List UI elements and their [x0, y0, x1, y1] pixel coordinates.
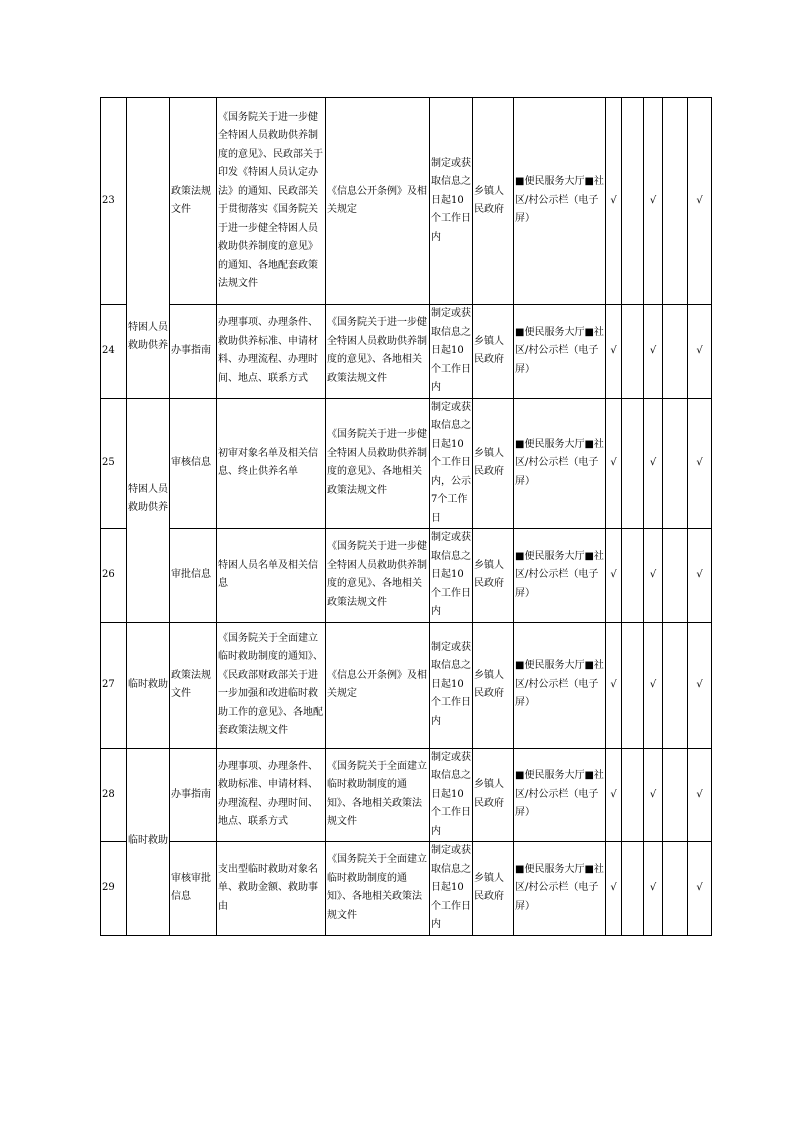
table-row	[101, 98, 712, 305]
item-cell: 政策法规文件	[170, 98, 217, 305]
category-cell: 临时救助	[127, 622, 170, 748]
channel-cell: ■便民服务大厅■社区/村公示栏（电子屏）	[514, 842, 606, 936]
content-cell: 《国务院关于进一步健全特困人员救助供养制度的意见》、民政部关于印发《特困人员认定办法》的通知、民政部关于贯彻落实《国务院关于进一步健全特困人员救助供养制度的意见》的通知、各地配套政策法规文件	[217, 98, 326, 305]
item-cell: 政策法规文件	[170, 622, 217, 748]
basis-cell: 《国务院关于全面建立临时救助制度的通知》、各地相关政策法规文件	[326, 748, 430, 842]
table-row	[101, 842, 712, 936]
check-cell: √	[688, 622, 712, 748]
disclosure-table	[100, 97, 712, 936]
row-number: 24	[101, 305, 127, 399]
check-cell: √	[606, 748, 622, 842]
check-cell: √	[688, 748, 712, 842]
item-cell: 审核信息	[170, 398, 217, 529]
category-cell: 特困人员救助供养	[127, 98, 170, 399]
check-cell	[622, 842, 644, 936]
row-number: 27	[101, 622, 127, 748]
basis-cell: 《信息公开条例》及相关规定	[326, 622, 430, 748]
check-cell: √	[606, 622, 622, 748]
check-cell: √	[644, 398, 663, 529]
table-row	[101, 398, 712, 529]
subject-cell: 乡镇人民政府	[473, 398, 514, 529]
basis-cell: 《国务院关于进一步健全特困人员救助供养制度的意见》、各地相关政策法规文件	[326, 398, 430, 529]
content-cell: 特困人员名单及相关信息	[217, 529, 326, 623]
row-number: 28	[101, 748, 127, 842]
table-row	[101, 529, 712, 623]
category-cell: 特困人员救助供养	[127, 398, 170, 622]
item-cell: 审批信息	[170, 529, 217, 623]
check-cell	[663, 529, 688, 623]
time-limit-cell: 制定或获取信息之日起10个工作日内	[430, 529, 473, 623]
channel-cell: ■便民服务大厅■社区/村公示栏（电子屏）	[514, 305, 606, 399]
row-number: 26	[101, 529, 127, 623]
item-cell: 审核审批信息	[170, 842, 217, 936]
content-cell: 支出型临时救助对象名单、救助金额、救助事由	[217, 842, 326, 936]
subject-cell: 乡镇人民政府	[473, 305, 514, 399]
content-cell: 办理事项、办理条件、救助标准、申请材料、办理流程、办理时间、地点、联系方式	[217, 748, 326, 842]
time-limit-cell: 制定或获取信息之日起10个工作日内	[430, 305, 473, 399]
row-number: 23	[101, 98, 127, 305]
basis-cell: 《信息公开条例》及相关规定	[326, 98, 430, 305]
check-cell: √	[644, 748, 663, 842]
check-cell	[622, 622, 644, 748]
basis-cell: 《国务院关于全面建立临时救助制度的通知》、各地相关政策法规文件	[326, 842, 430, 936]
subject-cell: 乡镇人民政府	[473, 98, 514, 305]
content-cell: 办理事项、办理条件、救助供养标准、申请材料、办理流程、办理时间、地点、联系方式	[217, 305, 326, 399]
row-number: 29	[101, 842, 127, 936]
time-limit-cell: 制定或获取信息之日起10个工作日内	[430, 748, 473, 842]
time-limit-cell: 制定或获取信息之日起10个工作日内	[430, 842, 473, 936]
time-limit-cell: 制定或获取信息之日起10个工作日内，公示7个工作日	[430, 398, 473, 529]
basis-cell: 《国务院关于进一步健全特困人员救助供养制度的意见》、各地相关政策法规文件	[326, 529, 430, 623]
check-cell	[663, 748, 688, 842]
check-cell	[622, 398, 644, 529]
content-cell: 《国务院关于全面建立临时救助制度的通知》、《民政部财政部关于进一步加强和改进临时救助工作的意见》、各地配套政策法规文件	[217, 622, 326, 748]
check-cell: √	[688, 305, 712, 399]
check-cell	[622, 305, 644, 399]
channel-cell: ■便民服务大厅■社区/村公示栏（电子屏）	[514, 398, 606, 529]
item-cell: 办事指南	[170, 748, 217, 842]
table-row	[101, 748, 712, 842]
check-cell: √	[606, 398, 622, 529]
check-cell: √	[688, 98, 712, 305]
subject-cell: 乡镇人民政府	[473, 622, 514, 748]
subject-cell: 乡镇人民政府	[473, 529, 514, 623]
category-cell: 临时救助	[127, 748, 170, 935]
item-cell: 办事指南	[170, 305, 217, 399]
check-cell	[622, 98, 644, 305]
table-row	[101, 622, 712, 748]
channel-cell: ■便民服务大厅■社区/村公示栏（电子屏）	[514, 98, 606, 305]
channel-cell: ■便民服务大厅■社区/村公示栏（电子屏）	[514, 748, 606, 842]
check-cell: √	[644, 98, 663, 305]
check-cell: √	[644, 842, 663, 936]
row-number: 25	[101, 398, 127, 529]
check-cell: √	[644, 305, 663, 399]
check-cell	[663, 305, 688, 399]
time-limit-cell: 制定或获取信息之日起10个工作日内	[430, 622, 473, 748]
content-cell: 初审对象名单及相关信息、终止供养名单	[217, 398, 326, 529]
check-cell	[663, 398, 688, 529]
check-cell: √	[644, 529, 663, 623]
channel-cell: ■便民服务大厅■社区/村公示栏（电子屏）	[514, 622, 606, 748]
basis-cell: 《国务院关于进一步健全特困人员救助供养制度的意见》、各地相关政策法规文件	[326, 305, 430, 399]
check-cell	[663, 842, 688, 936]
check-cell: √	[606, 842, 622, 936]
subject-cell: 乡镇人民政府	[473, 842, 514, 936]
check-cell: √	[606, 305, 622, 399]
check-cell	[663, 622, 688, 748]
check-cell: √	[688, 529, 712, 623]
check-cell	[622, 529, 644, 623]
check-cell: √	[606, 529, 622, 623]
check-cell: √	[688, 398, 712, 529]
time-limit-cell: 制定或获取信息之日起10个工作日内	[430, 98, 473, 305]
check-cell	[663, 98, 688, 305]
channel-cell: ■便民服务大厅■社区/村公示栏（电子屏）	[514, 529, 606, 623]
subject-cell: 乡镇人民政府	[473, 748, 514, 842]
check-cell	[622, 748, 644, 842]
check-cell: √	[644, 622, 663, 748]
check-cell: √	[606, 98, 622, 305]
check-cell: √	[688, 842, 712, 936]
table-row	[101, 305, 712, 399]
